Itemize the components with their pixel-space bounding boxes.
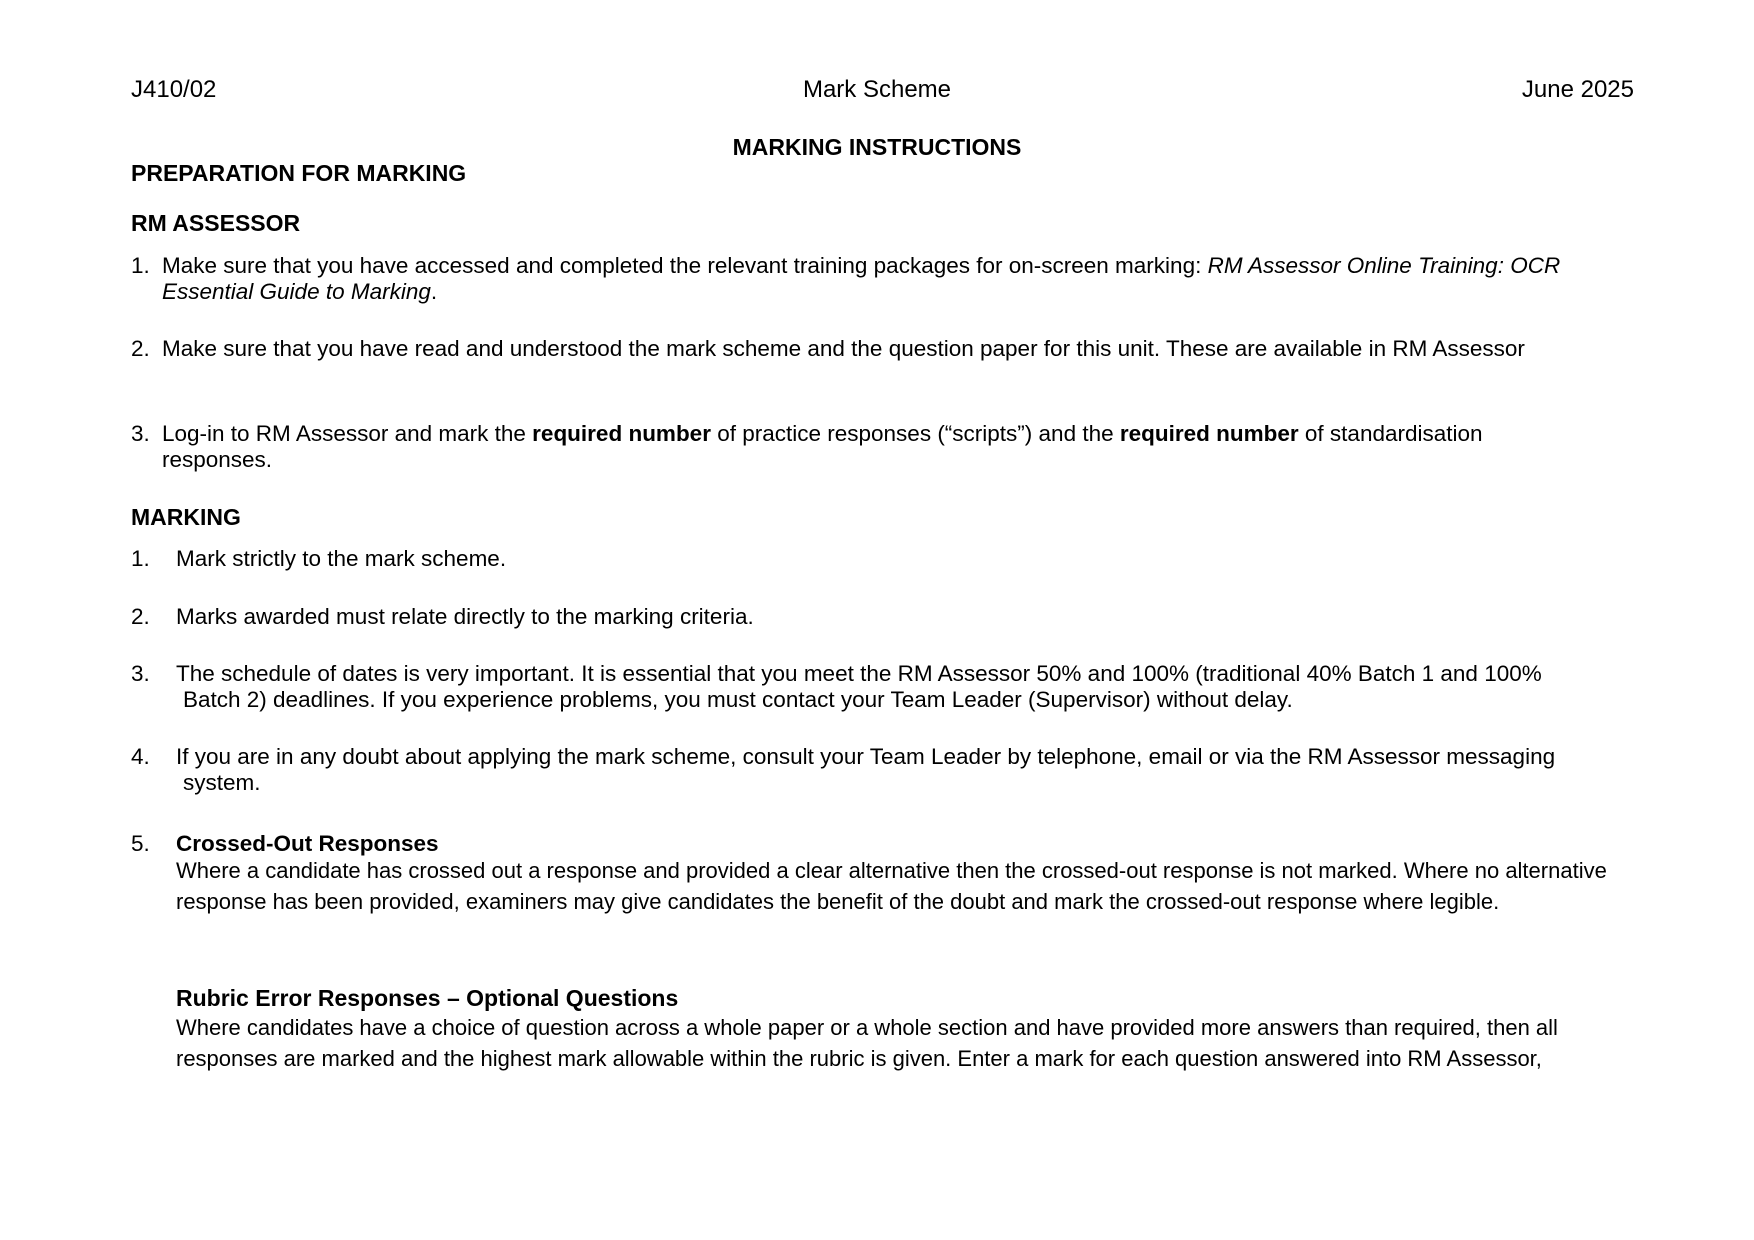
prep-item-1-italic-a: RM Assessor Online Training: OCR — [1207, 253, 1561, 278]
prep-item-3-number: 3. — [131, 421, 150, 446]
prep-item-3-text-b: of practice responses (“scripts”) and the — [710, 421, 1120, 446]
marking-item-5 — [131, 831, 1651, 857]
prep-item-1-end: . — [430, 279, 438, 304]
marking-item-1-number: 1. — [131, 546, 150, 571]
preparation-heading: PREPARATION FOR MARKING — [131, 160, 467, 186]
prep-item-3-text-c: of standardisation — [1298, 421, 1483, 446]
marking-item-3-number: 3. — [131, 661, 150, 686]
marking-item-4-line2: system. — [183, 770, 261, 795]
prep-item-2-text: Make sure that you have read and understood the mark scheme and the question paper for this unit. These are available in RM Assessor — [162, 336, 1525, 361]
marking-item-4-number: 4. — [131, 744, 150, 769]
crossed-out-paragraph: Where a candidate has crossed out a response and provided a clear alternative then the crossed-out response is not marked. Where no alternative response has been provided, examiners may give candidates the benefit of the doubt and mark the crossed-out response where legible. — [176, 858, 1607, 914]
header-date: June 2025 — [1521, 76, 1634, 103]
marking-item-4 — [131, 744, 1651, 796]
marking-item-4-line1: If you are in any doubt about applying the mark scheme, consult your Team Leader by telephone, email or via the RM Assessor messaging — [176, 744, 1556, 769]
prep-item-3-bold-a: required number — [532, 421, 711, 446]
marking-item-1-text: Mark strictly to the mark scheme. — [176, 546, 507, 571]
marking-item-2 — [131, 604, 1651, 630]
prep-item-3-text-a: Log-in to RM Assessor and mark the — [162, 421, 533, 446]
prep-item-1-number: 1. — [131, 253, 150, 278]
marking-item-3-line1: The schedule of dates is very important. It is essential that you meet the RM Assessor 50% and 100% (traditional 40% Batch 1 and 100% — [176, 661, 1542, 686]
prep-item-1-italic-b: Essential Guide to Marking — [162, 279, 431, 304]
prep-item-2-number: 2. — [131, 336, 150, 361]
header-doc-type: Mark Scheme — [802, 76, 952, 103]
marking-item-5-number: 5. — [131, 831, 150, 856]
prep-item-3-text-d: responses. — [162, 447, 273, 472]
prep-item-1-text: Make sure that you have accessed and completed the relevant training packages for on-screen marking: — [162, 253, 1208, 278]
prep-item-3 — [131, 421, 1651, 473]
marking-item-3 — [131, 661, 1651, 713]
marking-item-3-line2: Batch 2) deadlines. If you experience problems, you must contact your Team Leader (Supervisor) without delay. — [183, 687, 1293, 712]
prep-item-1 — [131, 253, 1651, 305]
crossed-out-heading: Crossed-Out Responses — [176, 831, 439, 856]
rubric-error-paragraph: Where candidates have a choice of question across a whole paper or a whole section and have provided more answers than required, then all responses are marked and the highest mark allowable within the rubric is given. Enter a mark for each question answered into RM Assessor, — [176, 1015, 1558, 1071]
marking-item-2-text: Marks awarded must relate directly to the marking criteria. — [176, 604, 754, 629]
header-paper-code: J410/02 — [131, 76, 217, 103]
rubric-error-heading: Rubric Error Responses – Optional Questions — [176, 985, 679, 1011]
marking-item-2-number: 2. — [131, 604, 150, 629]
prep-item-2 — [131, 336, 1651, 362]
marking-heading: MARKING — [131, 504, 241, 530]
prep-item-3-bold-b: required number — [1119, 421, 1299, 446]
marking-item-1 — [131, 546, 1651, 572]
page-title: MARKING INSTRUCTIONS — [732, 134, 1022, 160]
rm-assessor-subheading: RM ASSESSOR — [131, 210, 301, 236]
